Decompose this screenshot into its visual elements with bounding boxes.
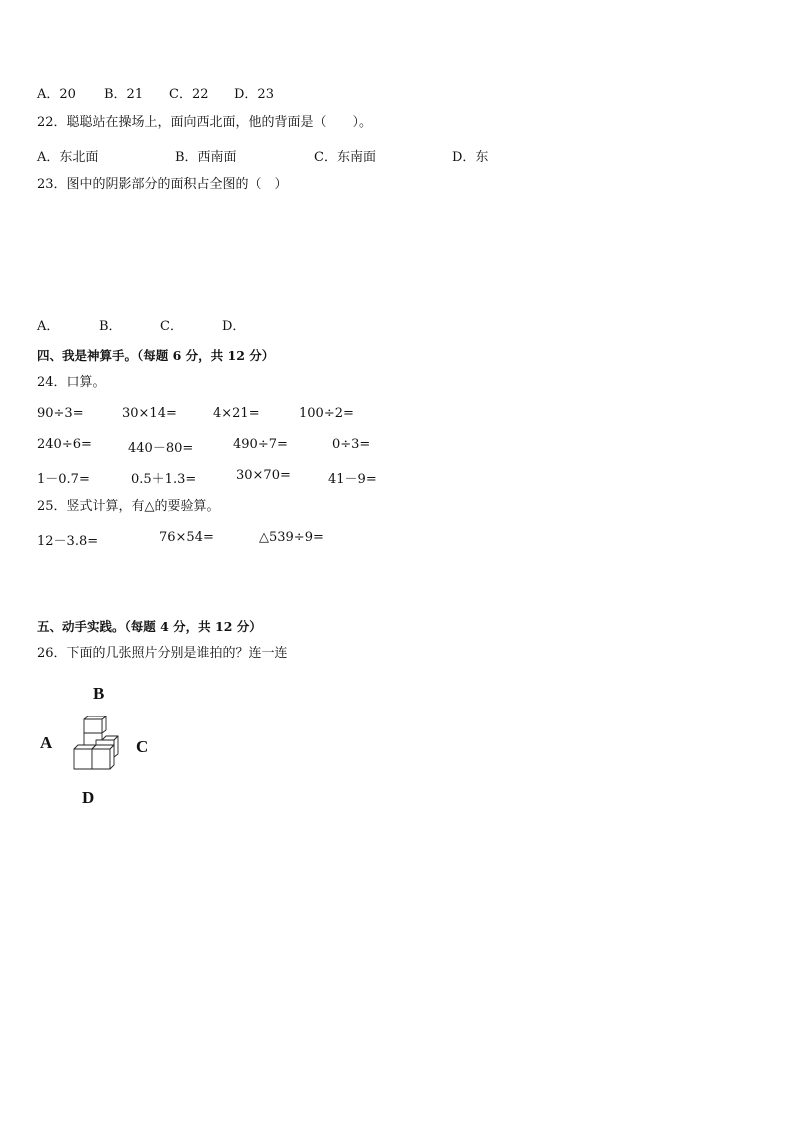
q21-option-b: B．21 (104, 87, 144, 102)
view-label-a: A (40, 733, 53, 752)
q23-option-c: C． (160, 319, 183, 334)
section-4-title: 四、我是神算手。（每题 6 分，共 12 分） (37, 348, 275, 363)
view-label-b: B (93, 684, 105, 703)
q23-option-b: B． (99, 319, 122, 334)
q21-option-a: A．20 (37, 87, 76, 102)
q22-option-a: A．东北面 (37, 150, 99, 165)
oral-calc-item: 1－0.7= (37, 472, 90, 487)
oral-calc-item: 240÷6= (37, 437, 92, 452)
q26-title: 26．下面的几张照片分别是谁拍的？连一连 (37, 646, 288, 661)
cube-stack-figure (70, 716, 122, 774)
view-label-c: C (136, 737, 149, 756)
oral-calc-item: 0.5＋1.3= (131, 472, 197, 487)
q22-option-d: D．东 (452, 150, 489, 165)
q21-option-d: D．23 (234, 87, 274, 102)
oral-calc-item: 4×21= (213, 406, 260, 421)
q23-option-a: A． (37, 319, 60, 334)
view-label-d: D (82, 788, 95, 807)
q22-option-c: C．东南面 (314, 150, 376, 165)
q25-title: 25．竖式计算，有△的要验算。 (37, 499, 220, 514)
vertical-calc-item: 76×54= (159, 530, 214, 545)
vertical-calc-item: 12－3.8= (37, 534, 99, 549)
q24-title: 24．口算。 (37, 375, 106, 390)
q23-option-d: D． (222, 319, 246, 334)
oral-calc-item: 100÷2= (299, 406, 354, 421)
vertical-calc-item: △539÷9= (259, 530, 324, 545)
oral-calc-item: 440－80= (128, 441, 194, 456)
section-5-title: 五、动手实践。（每题 4 分，共 12 分） (37, 619, 262, 634)
q23-question: 23．图中的阴影部分的面积占全图的（ ） (37, 177, 288, 192)
oral-calc-item: 30×70= (236, 468, 291, 483)
oral-calc-item: 0÷3= (332, 437, 371, 452)
q22-option-b: B．西南面 (175, 150, 237, 165)
q21-option-c: C．22 (169, 87, 209, 102)
oral-calc-item: 30×14= (122, 406, 177, 421)
oral-calc-item: 90÷3= (37, 406, 84, 421)
q22-question: 22．聪聪站在操场上，面向西北面，他的背面是（ ）。 (37, 115, 373, 130)
oral-calc-item: 490÷7= (233, 437, 288, 452)
oral-calc-item: 41－9= (328, 472, 377, 487)
